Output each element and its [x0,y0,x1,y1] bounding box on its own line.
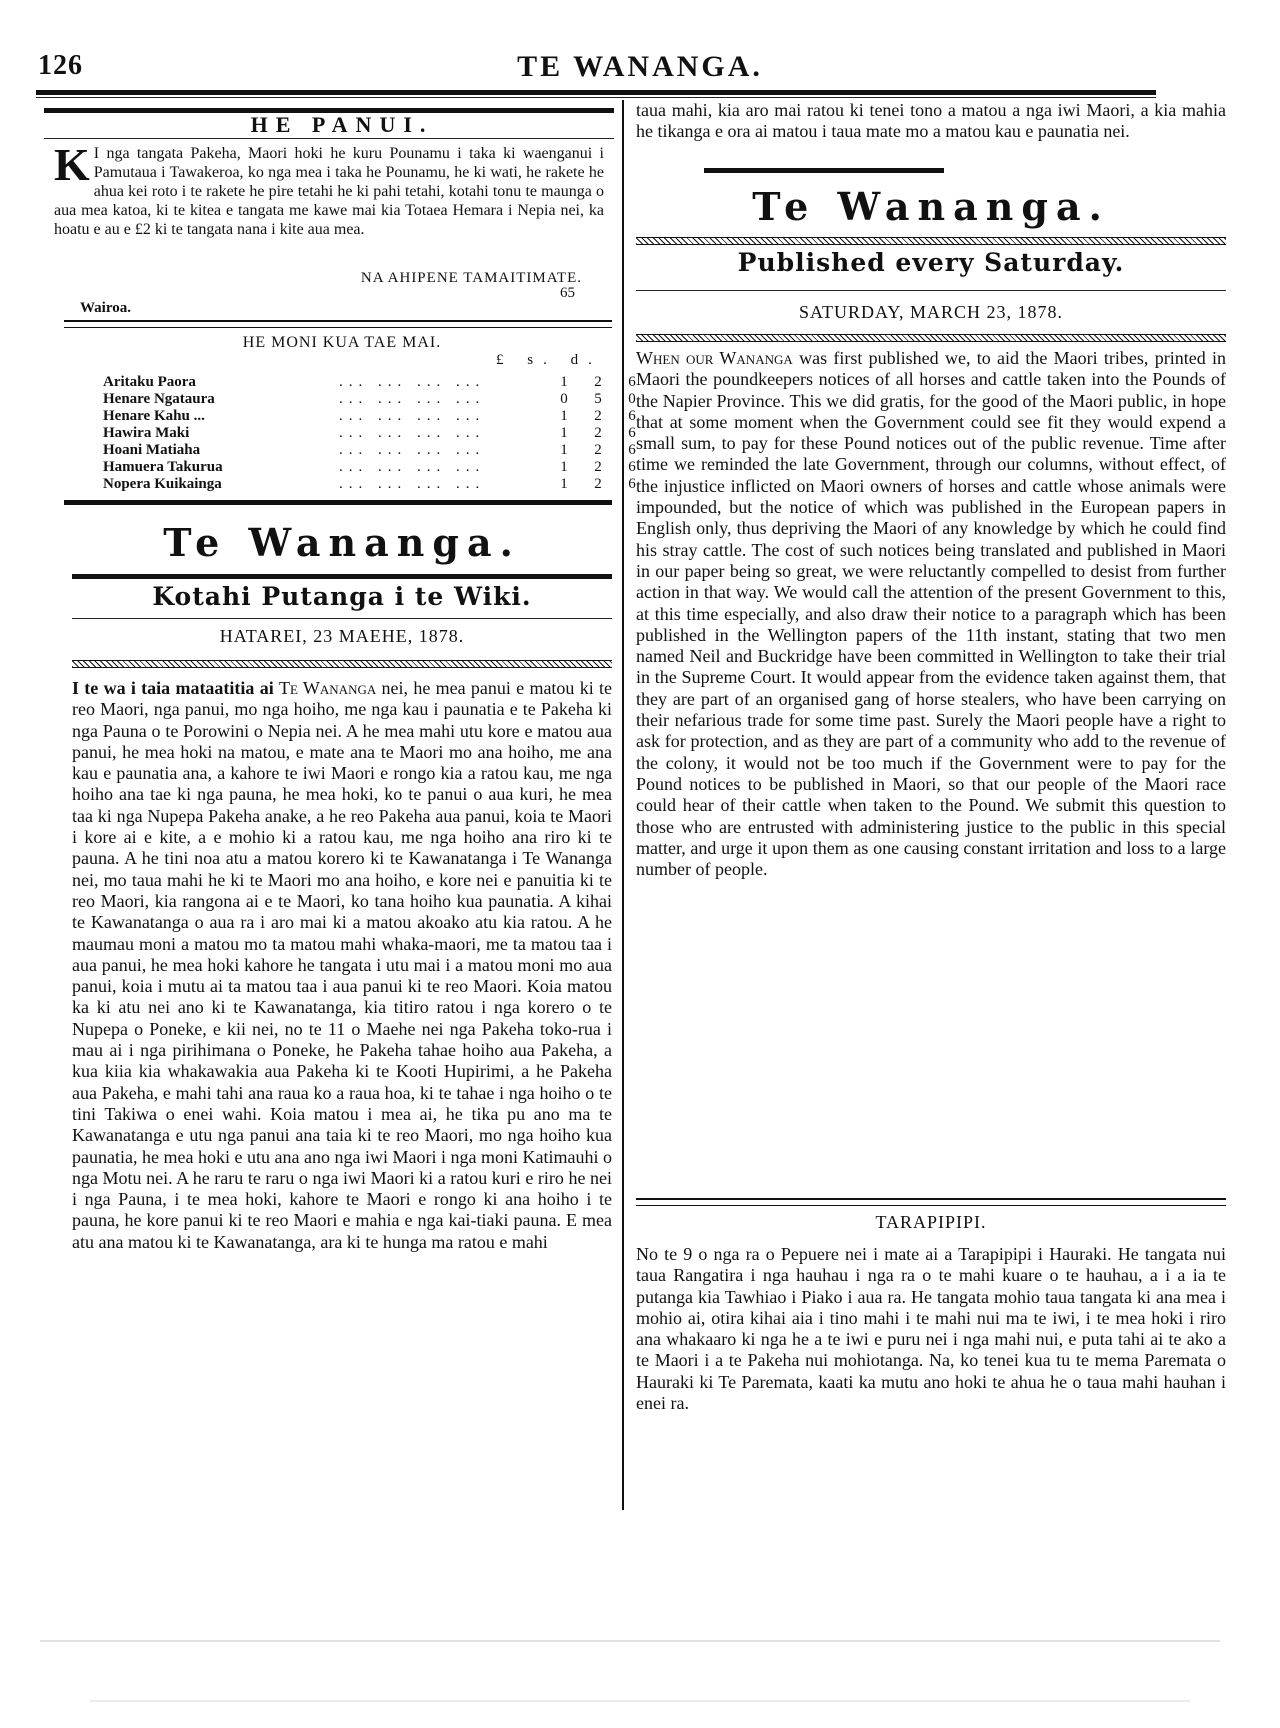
money-dots: ... ... ... ... [339,476,486,492]
money-pounds: 1 [560,442,568,458]
english-edition-subtitle: Published every Saturday. [737,248,1125,277]
money-pence: 6 [628,476,636,492]
money-name: Hamuera Takurua [103,459,223,475]
english-subtitle-rule [636,290,1226,291]
tarapipipi-article: No te 9 o nga ra o Pepuere nei i mate ai a Tarapipipi i Hauraki. He tangata nui taua Rangatira i nga hauhau i nga ra o te mahi kuare o te hauhau, a i a ia te putanga kia Tawhiao i Piako i aua ra. He tangata mohio taua tangata ki ana mea i mohio ai, otira kihai aia i tino mahi i te mahi nui ma te iwi, i te mea hoki i riro ana whakaaro ki nga he a te iwi e puru nei i nga mahi nui, e puta tahi ai te ako a te Maori i a te Pakeha nui mohiotanga. Na, ko tenei kua tu te mema Paremata o Hauraki ki Te Paremata, kaati ka mutu ano hoki te ahua he o taua mahi hauhan i enei ra. [636,1244,1226,1414]
money-heading: HE MONI KUA TAE MAI. [242,334,442,351]
money-pence: 6 [628,425,636,441]
money-row [100,459,649,476]
money-shillings: 2 [594,425,602,441]
notice-text: I nga tangata Pakeha, Maori hoki he kuru Pounamu i taka ki waenganui i Pamutaua i Tawakeroa, ko nga mea i taka he Pounamu, he ki wati, he rakete he ahua kei roto i te rakete he pire tetahi he ki pahi tetahi, kotahi tonu te maunga o aua mea katoa, ki te kitea e tangata me kawe mai kia Totaea Hemara i Nepia nei, ka hoatu e au e £2 ki te tangata nana i kite aua mea. [54,145,604,238]
maori-date-rule [72,660,612,668]
money-pounds: 1 [560,408,568,424]
header-rule [36,90,1156,95]
money-pounds: 1 [560,459,568,475]
money-pence: 6 [628,408,636,424]
money-dots: ... ... ... ... [339,408,486,424]
money-column-headers [496,352,602,369]
money-pence: 0 [628,391,636,407]
money-pounds: 1 [560,425,568,441]
money-row [100,425,649,442]
money-name: Hoani Matiaha [103,442,201,458]
maori-edition-title: Te Wananga. [163,520,521,565]
notice-place: Wairoa. [80,300,131,316]
money-row [100,442,649,459]
money-shillings: 2 [594,459,602,475]
english-article-body: was first published we, to aid the Maori tribes, printed in Maori the poundkeepers notices of all horses and cattle taken into the Pounds of the Napier Province. This we did gratis, for the good of the Maori public, in hope that at some moment when the Government could see fit they would expend a small sum, to pay for these Pound notices out of the public revenue. Time after time we reminded the late Government, through our columns, without effect, of the injustice inflicted on Maori owners of horses and cattle whose animals were impounded, but the notice of which was published in the European papers in English only, thus depriving the Maori of any knowledge by which he could find his stray cattle. The cost of such notices being translated and published in Maori in our paper being so great, we were reluctantly compelled to desist from further action in that way. We would call the attention of the present Government to this, at this time especially, and also draw their notice to a paragraph which has been published in the Wellington papers of the 11th instant, stating that two men named Neil and Buckridge have been committed in Wellington to take their trial in the Supreme Court. It would appear from the evidence taken against them, that they are part of an organised gang of horse stealers, who have been carrying on their nefarious trade for some time past. Surely the Maori people have a right to ask for protection, and as they are part of a community who add to the revenue of the colony, it would not be too much if the Government were to pay for the Pound notices to be published in Maori, so that our people of the Maori race could hear of their cattle when taken to the Pound. We submit this question to those who are entrusted with administering justice to the public in this special matter, and urge it upon them as one causing constant irritation and loss to a large number of people. [636,348,1227,880]
notice-bottom-rule [64,320,612,328]
masthead-title: TE WANANGA. [517,50,763,83]
maori-article [72,678,612,1253]
money-shillings: 2 [594,374,602,390]
tarapipipi-heading: TARAPIPIPI. [875,1212,987,1232]
continuation-end-rule [704,168,944,173]
maori-article-body: nei, he mea panui e matou ki te reo Maori, nga panui, mo nga hoiho, me nga kau i paunatia e te Pakeha ki nga Pauna o te Porowini o Nepia nei. A he mea mahi utu kore e matou aua panui, he mea hoki na matou, e mate ana te Maori mo ana hoiho, me ana kau e paunatia ana, a kahore te iwi Maori e rongo kia a ratou kau, me nga hoiho ana tae ki nga pauna, he mea hoki, ko te panui o aua kuri, he mea taa ki nga Nupepa Pakeha anake, a he reo Pakeha aua panui, koia te Maori i kore ai e kite, a e mohio ki a ratou kau, me nga hoiho ana riro ki te pauna. A he tini noa atu a matou korero ki te Kawanatanga i Te Wananga nei, mo taua mahi he ki te Maori mo ana hoiho, e kore nei e panuitia ki te reo Maori, kia rangona ai e te Maori, ko tana hoiho kua paunatia. A kihai te Kawanatanga o aua ra i aro mai ki a matou akoako atu kia ratou. A he maumau moni a matou mo ta matou mahi whaka-maori, me ta matou taa i aua panui, he mea hoki kahore he tangata i utu mai i a matou moni mo aua panui, koia i mutu ai ta matou taa i aua panui ki te reo Maori. Koia matou ka ki atu nei ano ki te Kawanatanga, kia titiro ratou i nga korero o te Nupepa o Poneke, e kii nei, no te 11 o Maehe nei nga Pakeha toko-rua i mau ai i nga pirihimana o Poneke, he Pakeha tahae hoiho aua Pakeha, a kua kiia kia whakawakia aua Pakeha ki te Kooti Hupirimi, a he Pakeha aua Pakeha, e mahi tahi ana raua ko a raua hoa, ki te tahae i nga hoiho o te tini Takiwa o enei wahi. Koia matou i mea ai, he tika pu ano ma te Kawanatanga e utu nga panui ana taia ki te reo Maori, mo nga hoiho kua paunatia, he mea hoki e utu ana ano nga iwi Maori i nga moni Katimauhi o nga Motu nei. A he raru te raru o nga iwi Maori ki a ratou kuri e riro he nei i nga Pauna, i te mea hoki, kahore te Maori e rongo ki ana hoiho i te pauna, he kore panui ki te reo Maori e mahia e nga kai-tiaki pauna. E mea atu ana matou ki te Kawanatanga, ara ki te hunga ma ratou e mahi [72,678,613,1252]
notice-dropcap: K [54,139,90,190]
english-article [636,348,1226,880]
english-article-end-rule [636,1198,1226,1206]
maori-title-rule [72,574,612,579]
money-shillings: 2 [594,476,602,492]
money-col-pounds: £ [496,352,514,368]
money-pence: 6 [628,442,636,458]
english-edition-date: SATURDAY, MARCH 23, 1878. [798,302,1064,322]
money-dots: ... ... ... ... [339,425,486,441]
page-number: 126 [38,50,83,81]
money-name: Henare Kahu ... [103,408,205,424]
money-name: Henare Ngataura [103,391,215,407]
notice-signature: NA AHIPENE TAMAITIMATE. [360,270,582,286]
money-shillings: 2 [594,442,602,458]
money-dots: ... ... ... ... [339,442,486,458]
notice-heading-rule [44,138,614,139]
header-rule-thin [36,97,1156,98]
money-pounds: 0 [560,391,568,407]
money-col-pence: d. [570,352,602,368]
notice-number: 65 [560,285,575,301]
money-table [100,374,649,493]
maori-edition-date: HATAREI, 23 MAEHE, 1878. [219,626,465,646]
money-row [100,476,649,493]
english-edition-title: Te Wananga. [752,184,1110,229]
scan-noise [90,1700,1190,1702]
money-pence: 6 [628,459,636,475]
money-name: Aritaku Paora [103,374,196,390]
continuation-text: taua mahi, kia aro mai ratou ki tenei tono a matou a nga iwi Maori, a kia mahia he tikanga e ora ai matou i taua mate mo a matou kau e paunatia nei. [636,100,1226,142]
money-dots: ... ... ... ... [339,391,486,407]
maori-subtitle-rule [72,618,612,619]
money-pounds: 1 [560,374,568,390]
money-row [100,391,649,408]
maori-article-lead: I te wa i taia mataatitia ai [72,678,274,698]
scan-noise [40,1640,1220,1642]
money-dots: ... ... ... ... [339,374,486,390]
maori-article-lead-name: Te Wananga [279,678,377,698]
money-bottom-rule [64,500,612,505]
money-pence: 6 [628,374,636,390]
money-row [100,374,649,391]
money-shillings: 2 [594,408,602,424]
money-pounds: 1 [560,476,568,492]
money-name: Hawira Maki [103,425,190,441]
english-date-rule [636,334,1226,342]
maori-edition-subtitle: Kotahi Putanga i te Wiki. [152,582,532,611]
money-dots: ... ... ... ... [339,459,486,475]
column-divider [622,100,624,1510]
notice-body [54,139,604,239]
english-article-lead: When our Wananga [636,348,793,368]
english-title-rule [636,237,1226,245]
money-row [100,408,649,425]
money-shillings: 5 [594,391,602,407]
notice-heading: HE PANUI. [250,112,434,137]
money-name: Nopera Kuikainga [103,476,222,492]
money-col-shillings: s. [527,352,557,368]
